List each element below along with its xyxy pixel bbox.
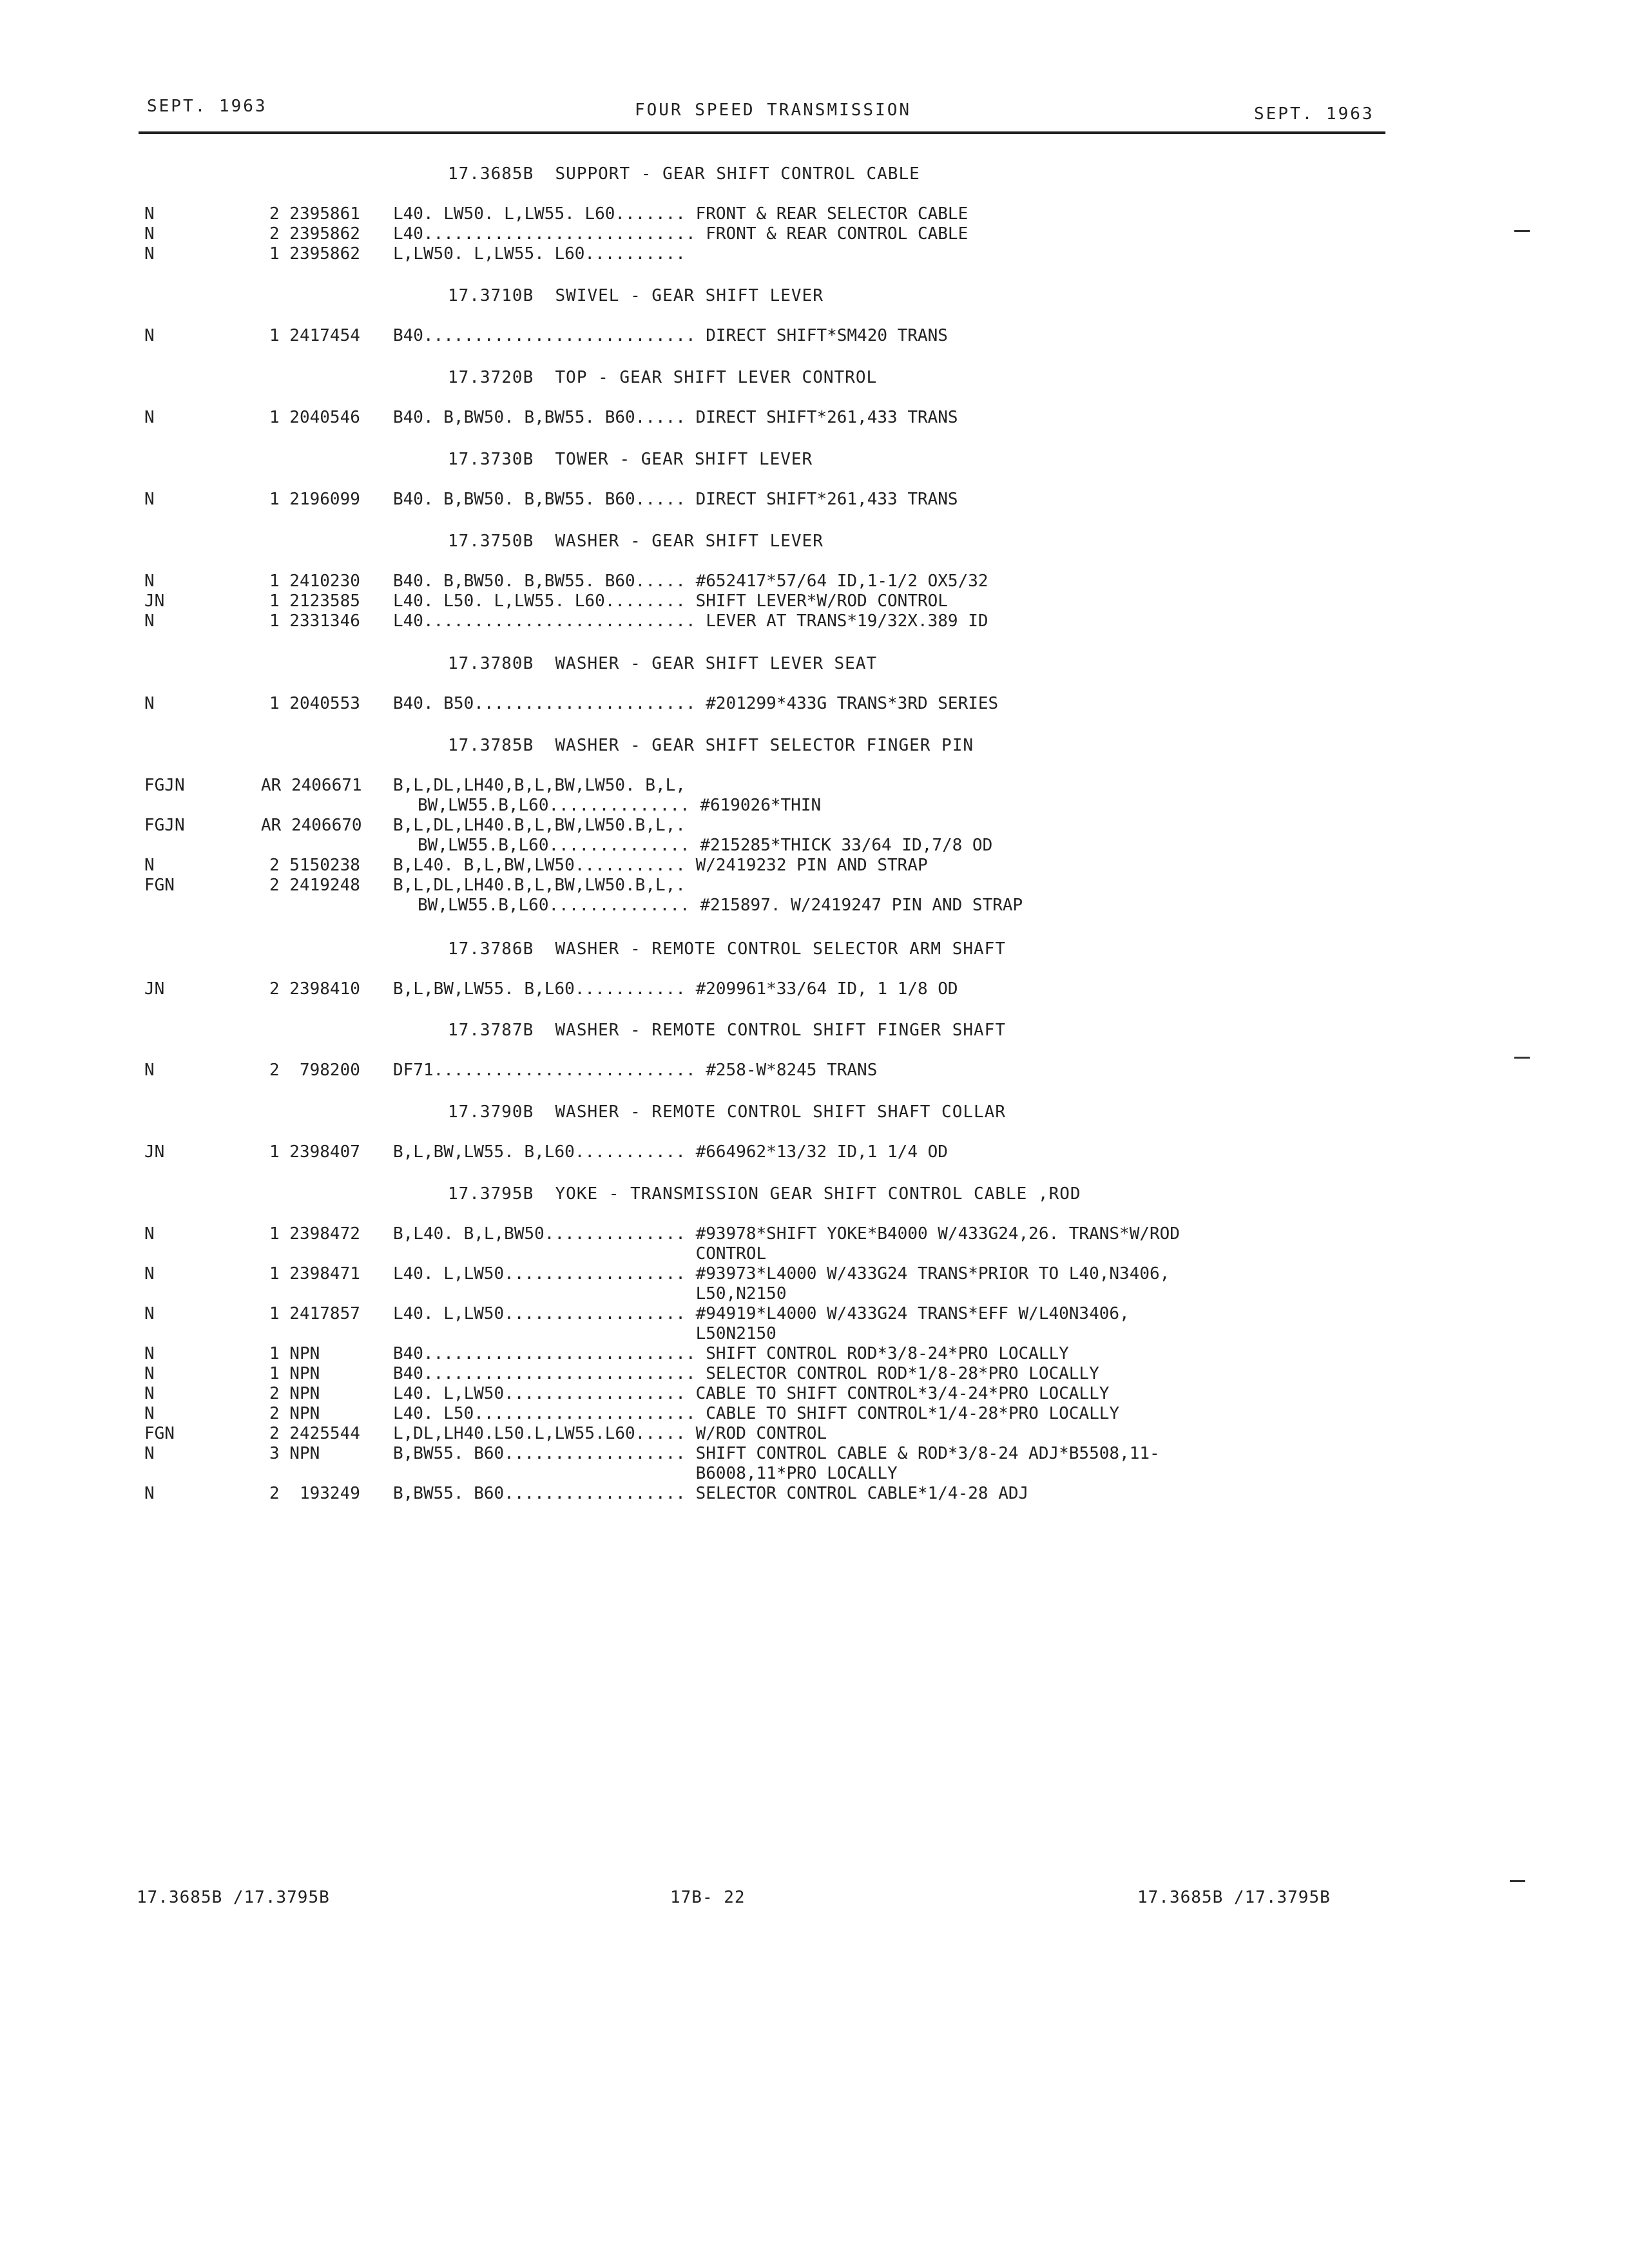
part-description: B40. B,BW50. B,BW55. B60..... #652417*57/64 ID,1-1/2 OX5/32 [393, 572, 988, 591]
part-code: N [144, 694, 155, 713]
part-number: 1 2123585 [269, 591, 360, 611]
part-description: L40........................... FRONT & REAR CONTROL CABLE [393, 224, 969, 244]
part-number: 3 NPN [269, 1444, 320, 1463]
part-description: B,L,BW,LW55. B,L60........... #209961*33/64 ID, 1 1/8 OD [393, 979, 958, 999]
section-title: 17.3786B WASHER - REMOTE CONTROL SELECTOR ARM SHAFT [448, 939, 1006, 959]
section-title: 17.3750B WASHER - GEAR SHIFT LEVER [448, 532, 824, 551]
margin-mark [1514, 230, 1530, 232]
part-description: L40........................... LEVER AT TRANS*19/32X.389 ID [393, 611, 988, 631]
part-number: 1 2395862 [269, 244, 360, 264]
header-title: FOUR SPEED TRANSMISSION [635, 101, 912, 120]
part-number: 2 193249 [269, 1484, 360, 1503]
part-description: L40. L,LW50.................. CABLE TO SHIFT CONTROL*3/4-24*PRO LOCALLY [393, 1384, 1110, 1403]
part-number: 2 2425544 [269, 1424, 360, 1443]
section-title: 17.3795B YOKE - TRANSMISSION GEAR SHIFT CONTROL CABLE ,ROD [448, 1184, 1081, 1204]
section-title: 17.3785B WASHER - GEAR SHIFT SELECTOR FINGER PIN [448, 736, 974, 755]
part-code: N [144, 490, 155, 509]
header-rule [139, 131, 1385, 134]
part-number: 1 2331346 [269, 611, 360, 631]
margin-mark [1510, 1880, 1525, 1882]
section-title: 17.3685B SUPPORT - GEAR SHIFT CONTROL CABLE [448, 164, 920, 184]
part-number: AR 2406671 [261, 776, 362, 795]
part-code: FGJN [144, 776, 185, 795]
header-date-right: SEPT. 1963 [1254, 104, 1374, 124]
part-number: 1 2398407 [269, 1142, 360, 1162]
part-code: FGN [144, 876, 175, 895]
part-description: L40. L50. L,LW55. L60........ SHIFT LEVER*W/ROD CONTROL [393, 591, 948, 611]
footer-range-right: 17.3685B /17.3795B [1137, 1888, 1331, 1907]
part-code: JN [144, 591, 165, 611]
part-description: BW,LW55.B,L60.............. #215897. W/2419247 PIN AND STRAP [418, 896, 1023, 915]
part-number: 1 NPN [269, 1344, 320, 1363]
part-description: B,L,DL,LH40.B,L,BW,LW50.B,L,. [393, 816, 686, 835]
part-description: B,L,DL,LH40,B,L,BW,LW50. B,L, [393, 776, 686, 795]
part-description: B40........................... DIRECT SHIFT*SM420 TRANS [393, 326, 948, 345]
part-number: 2 5150238 [269, 856, 360, 875]
part-number: 1 2040553 [269, 694, 360, 713]
part-description: DF71.......................... #258-W*8245 TRANS [393, 1061, 878, 1080]
part-description: CONTROL [393, 1244, 767, 1264]
section-title: 17.3730B TOWER - GEAR SHIFT LEVER [448, 450, 813, 469]
part-number: 2 2395861 [269, 204, 360, 224]
section-title: 17.3720B TOP - GEAR SHIFT LEVER CONTROL [448, 368, 878, 387]
part-code: FGJN [144, 816, 185, 835]
part-description: B,BW55. B60.................. SHIFT CONTROL CABLE & ROD*3/8-24 ADJ*B5508,11- [393, 1444, 1160, 1463]
part-description: L40. L,LW50.................. #93973*L4000 W/433G24 TRANS*PRIOR TO L40,N3406, [393, 1264, 1170, 1283]
part-description: L40. L50...................... CABLE TO SHIFT CONTROL*1/4-28*PRO LOCALLY [393, 1404, 1120, 1423]
part-number: 2 2398410 [269, 979, 360, 999]
part-number: AR 2406670 [261, 816, 362, 835]
part-description: B,BW55. B60.................. SELECTOR CONTROL CABLE*1/4-28 ADJ [393, 1484, 1029, 1503]
section-title: 17.3780B WASHER - GEAR SHIFT LEVER SEAT [448, 654, 878, 673]
part-code: N [144, 1224, 155, 1244]
part-code: N [144, 408, 155, 427]
part-number: 2 2419248 [269, 876, 360, 895]
part-code: N [144, 1404, 155, 1423]
section-title: 17.3790B WASHER - REMOTE CONTROL SHIFT SHAFT COLLAR [448, 1102, 1006, 1122]
part-code: N [144, 204, 155, 224]
part-code: N [144, 1344, 155, 1363]
part-description: B40........................... SHIFT CONTROL ROD*3/8-24*PRO LOCALLY [393, 1344, 1069, 1363]
part-code: N [144, 572, 155, 591]
part-code: JN [144, 1142, 165, 1162]
part-description: B,L,DL,LH40.B,L,BW,LW50.B,L,. [393, 876, 686, 895]
footer-range-left: 17.3685B /17.3795B [137, 1888, 330, 1907]
part-description: L,DL,LH40.L50.L,LW55.L60..... W/ROD CONTROL [393, 1424, 827, 1443]
part-code: N [144, 1364, 155, 1383]
part-number: 1 NPN [269, 1364, 320, 1383]
part-description: BW,LW55.B,L60.............. #215285*THICK 33/64 ID,7/8 OD [418, 836, 993, 855]
part-number: 2 798200 [269, 1061, 360, 1080]
part-code: FGN [144, 1424, 175, 1443]
part-description: B,L40. B,L,BW50.............. #93978*SHIFT YOKE*B4000 W/433G24,26. TRANS*W/ROD [393, 1224, 1180, 1244]
part-number: 1 2040546 [269, 408, 360, 427]
section-title: 17.3710B SWIVEL - GEAR SHIFT LEVER [448, 286, 824, 305]
part-code: N [144, 1264, 155, 1283]
part-description: B40. B50...................... #201299*433G TRANS*3RD SERIES [393, 694, 999, 713]
part-code: N [144, 326, 155, 345]
part-number: 1 2410230 [269, 572, 360, 591]
part-description: L50,N2150 [393, 1284, 787, 1303]
part-code: N [144, 1484, 155, 1503]
margin-mark [1514, 1057, 1530, 1059]
part-description: L50N2150 [393, 1324, 776, 1343]
part-description: BW,LW55.B,L60.............. #619026*THIN [418, 796, 822, 815]
part-code: N [144, 1444, 155, 1463]
section-title: 17.3787B WASHER - REMOTE CONTROL SHIFT FINGER SHAFT [448, 1021, 1006, 1040]
part-number: 2 NPN [269, 1404, 320, 1423]
part-number: 2 2395862 [269, 224, 360, 244]
part-number: 2 NPN [269, 1384, 320, 1403]
part-code: N [144, 1061, 155, 1080]
part-code: N [144, 1384, 155, 1403]
part-description: B40........................... SELECTOR CONTROL ROD*1/8-28*PRO LOCALLY [393, 1364, 1099, 1383]
part-description: L40. LW50. L,LW55. L60....... FRONT & REAR SELECTOR CABLE [393, 204, 969, 224]
part-code: N [144, 856, 155, 875]
part-description: B40. B,BW50. B,BW55. B60..... DIRECT SHIFT*261,433 TRANS [393, 490, 958, 509]
footer-page-number: 17B- 22 [670, 1888, 746, 1907]
part-description: B,L40. B,L,BW,LW50........... W/2419232 PIN AND STRAP [393, 856, 928, 875]
header-date-left: SEPT. 1963 [147, 97, 267, 116]
part-description: L40. L,LW50.................. #94919*L4000 W/433G24 TRANS*EFF W/L40N3406, [393, 1304, 1130, 1323]
part-number: 1 2398471 [269, 1264, 360, 1283]
part-number: 1 2417857 [269, 1304, 360, 1323]
part-number: 1 2417454 [269, 326, 360, 345]
part-description: B,L,BW,LW55. B,L60........... #664962*13/32 ID,1 1/4 OD [393, 1142, 948, 1162]
part-description: B6008,11*PRO LOCALLY [393, 1464, 898, 1483]
part-description: L,LW50. L,LW55. L60.......... [393, 244, 686, 264]
part-code: N [144, 224, 155, 244]
part-description: B40. B,BW50. B,BW55. B60..... DIRECT SHIFT*261,433 TRANS [393, 408, 958, 427]
part-code: N [144, 1304, 155, 1323]
part-code: N [144, 611, 155, 631]
part-code: N [144, 244, 155, 264]
part-number: 1 2398472 [269, 1224, 360, 1244]
part-number: 1 2196099 [269, 490, 360, 509]
part-code: JN [144, 979, 165, 999]
